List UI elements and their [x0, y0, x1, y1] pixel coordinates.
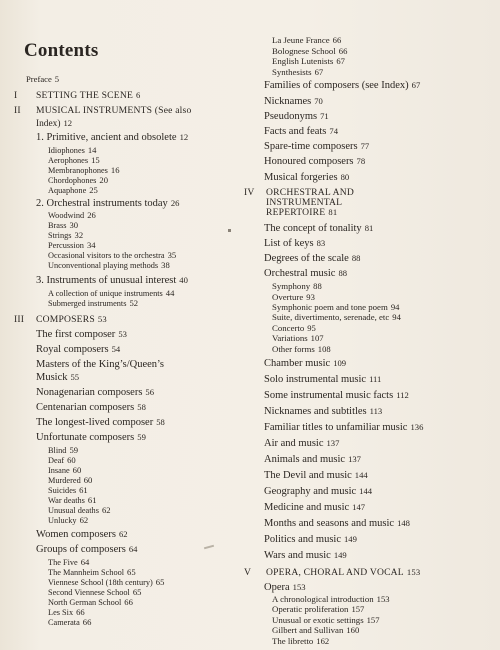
- toc-entry: [48, 260, 170, 270]
- toc-entry-label: Unusual or exotic settings: [272, 614, 364, 625]
- toc-entry: [272, 636, 329, 646]
- page-number: 59: [69, 445, 79, 455]
- toc-entry: [48, 587, 141, 597]
- toc-entry-label: Occasional visitors to the orchestra: [48, 251, 165, 260]
- page-number: 153: [292, 581, 306, 592]
- toc-entry: [272, 281, 322, 291]
- toc-entry-label: Families of composers (see Index): [264, 79, 409, 91]
- page-number: 78: [356, 156, 366, 167]
- page-number: 66: [338, 45, 348, 56]
- page-number: 61: [79, 485, 88, 495]
- toc-entry-label: 1. Primitive, ancient and obsolete: [36, 132, 177, 143]
- toc-entry-label: Months and seasons and music: [264, 518, 395, 530]
- page-number: 61: [87, 495, 97, 505]
- toc-entry-label: Some instrumental music facts: [264, 389, 394, 401]
- toc-entry: [264, 126, 338, 137]
- page-number: 6: [136, 90, 141, 100]
- page-number: 113: [369, 405, 383, 416]
- page-number: 52: [129, 298, 139, 308]
- page-number: 65: [127, 567, 136, 577]
- toc-entry: [36, 198, 179, 209]
- toc-entry: [48, 298, 138, 308]
- toc-entry-label: Medicine and music: [264, 502, 350, 514]
- toc-entry-label: Synthesists: [272, 66, 312, 77]
- toc-entry-label: Aerophones: [48, 156, 89, 165]
- page-number: 149: [344, 534, 357, 545]
- toc-entry: [272, 302, 399, 312]
- toc-entry: [36, 387, 154, 398]
- toc-entry: [48, 155, 100, 165]
- page-number: 16: [110, 165, 120, 175]
- page-number: 59: [137, 432, 146, 442]
- toc-entry-label: The Devil and music: [264, 470, 352, 482]
- toc-entry-label: Symphonic poem and tone poem: [272, 301, 388, 312]
- page-number: 26: [87, 210, 96, 220]
- page-number: 88: [338, 267, 348, 278]
- page-number: 53: [118, 329, 127, 339]
- toc-entry: [48, 165, 120, 175]
- toc-entry: [36, 432, 146, 443]
- toc-entry: [264, 438, 339, 449]
- toc-entry-label: Spare-time composers: [264, 141, 358, 153]
- toc-entry-label: Geography and music: [264, 486, 357, 498]
- page-number: 12: [63, 118, 73, 128]
- toc-entry: [264, 268, 347, 279]
- toc-entry-label: War deaths: [48, 496, 85, 505]
- toc-entry-label: A chronological introduction: [272, 593, 374, 604]
- toc-entry-label: Suicides: [48, 486, 77, 495]
- page-number: 144: [354, 470, 368, 481]
- toc-entry-label: Les Six: [48, 608, 74, 617]
- toc-entry: [48, 597, 133, 607]
- page-number: 44: [165, 288, 175, 298]
- page-number: 109: [333, 357, 347, 368]
- toc-entry: [36, 329, 127, 340]
- page-number: 77: [360, 141, 370, 152]
- toc-entry-label: Unlucky: [48, 516, 77, 525]
- toc-entry-label: Variations: [272, 333, 308, 344]
- toc-entry: [272, 344, 331, 354]
- toc-entry: [36, 372, 79, 383]
- section-numeral: IV: [244, 186, 255, 198]
- toc-entry: [36, 544, 137, 555]
- toc-entry: [14, 105, 191, 116]
- toc-entry-label: Honoured composers: [264, 156, 354, 168]
- toc-entry-label: Deaf: [48, 456, 65, 465]
- toc-entry: [264, 470, 368, 481]
- toc-entry-label: OPERA, CHORAL AND VOCAL: [266, 566, 404, 578]
- toc-entry: [48, 288, 174, 298]
- toc-entry: [48, 465, 81, 475]
- toc-entry: [266, 207, 337, 218]
- page-number: 40: [179, 275, 188, 285]
- ink-dot: [228, 229, 231, 232]
- toc-entry: [48, 567, 136, 577]
- toc-entry-label: Second Viennese School: [48, 588, 130, 597]
- toc-entry: [48, 250, 176, 260]
- toc-entry: [244, 567, 420, 578]
- page-number: 60: [83, 475, 93, 485]
- toc-entry: [48, 557, 89, 567]
- toc-entry-label: Centenarian composers: [36, 402, 135, 413]
- toc-entry-label: SETTING THE SCENE: [36, 90, 134, 101]
- toc-entry: [272, 333, 324, 343]
- toc-entry: [14, 314, 107, 325]
- page-number: 38: [161, 260, 170, 270]
- toc-entry: [264, 390, 409, 401]
- page-number: 108: [317, 343, 331, 354]
- page-number: 83: [316, 237, 326, 248]
- page-number: 162: [316, 635, 330, 646]
- toc-entry: [272, 56, 345, 66]
- toc-entry-label: Unconventional playing methods: [48, 261, 159, 270]
- toc-entry: [264, 96, 323, 107]
- page-number: 25: [89, 185, 98, 195]
- page-number: 65: [155, 577, 165, 587]
- toc-entry: [264, 502, 365, 513]
- toc-entry: [48, 210, 96, 220]
- toc-entry-label: REPERTOIRE: [266, 207, 326, 219]
- toc-entry: [244, 187, 354, 198]
- toc-entry-label: Nicknames: [264, 95, 312, 107]
- toc-entry: [48, 240, 96, 250]
- toc-entry-label: ORCHESTRAL AND: [266, 186, 354, 198]
- toc-entry: [264, 486, 372, 497]
- toc-entry-label: Percussion: [48, 241, 84, 250]
- toc-entry: [36, 359, 164, 370]
- page-number: 81: [364, 222, 374, 233]
- toc-entry: [48, 577, 164, 587]
- toc-entry-label: Unfortunate composers: [36, 432, 135, 443]
- toc-entry-label: Orchestral music: [264, 267, 336, 279]
- page-number: 32: [74, 230, 84, 240]
- toc-entry: [272, 67, 323, 77]
- page-number: 66: [124, 597, 133, 607]
- toc-entry-label: The libretto: [272, 635, 314, 646]
- page-number: 64: [80, 557, 90, 567]
- toc-entry-label: North German School: [48, 598, 122, 607]
- toc-entry: [48, 145, 96, 155]
- toc-entry-label: Bolognese School: [272, 45, 336, 56]
- page-number: 81: [328, 207, 338, 218]
- toc-entry: [264, 156, 365, 167]
- page-number: 147: [352, 502, 366, 513]
- toc-entry: [272, 323, 316, 333]
- toc-entry: [48, 617, 91, 627]
- toc-entry: [264, 358, 346, 369]
- toc-entry: [36, 132, 188, 143]
- toc-entry-label: Unusual deaths: [48, 506, 99, 515]
- page-number: 65: [132, 587, 142, 597]
- toc-entry-label: List of keys: [264, 237, 314, 249]
- page-number: 70: [314, 95, 323, 106]
- toc-entry: [26, 74, 59, 84]
- toc-entry-label: 3. Instruments of unusual interest: [36, 275, 177, 286]
- toc-entry: [36, 417, 165, 428]
- page-number: 88: [351, 252, 361, 263]
- page-number: 71: [320, 111, 329, 122]
- page-number: 80: [340, 171, 350, 182]
- toc-entry: [36, 529, 128, 540]
- page-number: 136: [410, 421, 424, 432]
- toc-entry-label: Index): [36, 119, 61, 129]
- toc-entry: [264, 141, 369, 152]
- toc-entry: [48, 175, 108, 185]
- toc-entry-label: Strings: [48, 231, 72, 240]
- page-number: 14: [87, 145, 97, 155]
- toc-entry-label: Wars and music: [264, 550, 331, 562]
- toc-entry: [48, 475, 92, 485]
- page-number: 95: [307, 322, 316, 333]
- toc-entry-label: Viennese School (18th century): [48, 578, 153, 587]
- page-number: 66: [76, 607, 85, 617]
- toc-entry: [264, 422, 423, 433]
- toc-entry-label: Woodwind: [48, 211, 85, 220]
- toc-entry: [48, 455, 76, 465]
- page-number: 94: [392, 312, 401, 323]
- toc-entry: [48, 515, 88, 525]
- toc-entry-label: The Five: [48, 558, 78, 567]
- toc-entry: [264, 172, 349, 183]
- toc-entry-label: Blind: [48, 446, 67, 455]
- page-number: 153: [376, 593, 390, 604]
- toc-entry-label: Preface: [26, 74, 52, 84]
- page-number: 67: [411, 79, 421, 90]
- page-number: 26: [170, 198, 180, 208]
- toc-entry: [48, 495, 96, 505]
- toc-entry-label: Brass: [48, 221, 67, 230]
- toc-entry-label: The concept of tonality: [264, 222, 362, 234]
- toc-entry-label: Solo instrumental music: [264, 373, 367, 385]
- toc-entry-label: Facts and feats: [264, 126, 327, 138]
- toc-entry: [36, 344, 120, 355]
- toc-entry: [48, 185, 98, 195]
- toc-entry: [264, 111, 329, 122]
- toc-entry-label: Symphony: [272, 281, 311, 292]
- toc-entry-label: Animals and music: [264, 454, 346, 466]
- page-number: 20: [99, 175, 108, 185]
- toc-entry-label: Operatic proliferation: [272, 604, 349, 615]
- toc-entry-label: Masters of the King’s/Queen’s: [36, 359, 165, 370]
- toc-entry: [264, 374, 381, 385]
- toc-entry-label: Idiophones: [48, 146, 85, 155]
- page-number: 153: [406, 566, 421, 577]
- toc-entry: [272, 615, 380, 625]
- toc-entry-label: Chordophones: [48, 176, 97, 185]
- toc-entry-label: Familiar titles to unfamiliar music: [264, 421, 408, 433]
- page-number: 35: [167, 250, 177, 260]
- toc-entry-label: La Jeune France: [272, 35, 330, 46]
- toc-entry-label: The first composer: [36, 329, 116, 340]
- toc-entry-label: Air and music: [264, 438, 324, 450]
- toc-entry-label: The Mannheim School: [48, 568, 125, 577]
- toc-entry: [264, 550, 347, 561]
- toc-entry: [36, 402, 146, 413]
- toc-entry: [272, 604, 364, 614]
- toc-entry-label: Membranophones: [48, 166, 108, 175]
- toc-entry-label: Musick: [36, 372, 68, 383]
- page-number: 137: [348, 454, 361, 465]
- toc-entry-label: Gilbert and Sullivan: [272, 625, 344, 636]
- toc-entry: [264, 80, 420, 91]
- page-number: 160: [346, 625, 360, 636]
- toc-entry-label: Nonagenarian composers: [36, 387, 143, 398]
- page-number: 54: [111, 344, 121, 354]
- toc-entry: [48, 230, 83, 240]
- toc-entry-label: Other forms: [272, 343, 315, 354]
- page-number: 62: [79, 515, 89, 525]
- toc-entry-label: Concerto: [272, 322, 305, 333]
- toc-entry: [36, 275, 188, 286]
- toc-entry: [272, 312, 401, 322]
- toc-entry-label: Murdered: [48, 476, 81, 485]
- section-numeral: III: [14, 314, 25, 325]
- toc-entry-label: Chamber music: [264, 357, 331, 369]
- pencil-mark: [204, 545, 214, 550]
- toc-entry: [14, 90, 141, 101]
- page-number: 148: [397, 518, 410, 529]
- page-number: 137: [326, 438, 340, 449]
- page-number: 67: [314, 66, 324, 77]
- page-number: 60: [67, 455, 76, 465]
- toc-entry: [48, 220, 78, 230]
- page-number: 30: [69, 220, 79, 230]
- toc-entry-label: Camerata: [48, 618, 80, 627]
- page-number: 88: [313, 281, 322, 292]
- toc-entry: [48, 505, 111, 515]
- page-number: 157: [366, 614, 380, 625]
- page-number: 74: [329, 126, 338, 137]
- toc-entry: [264, 582, 306, 593]
- toc-entry: [272, 35, 341, 45]
- toc-entry-label: Aquaphone: [48, 186, 87, 195]
- toc-entry-label: Musical forgeries: [264, 171, 338, 183]
- page-title: Contents: [24, 40, 99, 61]
- toc-entry-label: Nicknames and subtitles: [264, 405, 367, 417]
- page-number: 111: [369, 373, 382, 384]
- toc-entry-label: Degrees of the scale: [264, 252, 349, 264]
- toc-entry-label: The longest-lived composer: [36, 417, 154, 428]
- page-number: 34: [86, 240, 96, 250]
- toc-entry-label: Groups of composers: [36, 544, 126, 555]
- toc-entry: [48, 445, 78, 455]
- toc-entry-label: Suite, divertimento, serenade, etc: [272, 312, 390, 323]
- page-number: 12: [179, 132, 189, 142]
- page-number: 53: [97, 314, 107, 324]
- page-number: 5: [54, 74, 60, 84]
- page-number: 56: [145, 387, 155, 397]
- toc-entry: [36, 118, 72, 129]
- page-number: 112: [396, 389, 409, 400]
- toc-entry-label: Insane: [48, 466, 70, 475]
- section-numeral: V: [244, 566, 252, 578]
- toc-entry-label: Women composers: [36, 529, 116, 540]
- toc-entry: [264, 406, 382, 417]
- toc-entry: [272, 292, 315, 302]
- page-number: 67: [336, 56, 345, 67]
- toc-entry-label: Pseudonyms: [264, 111, 318, 123]
- toc-entry-label: 2. Orchestral instruments today: [36, 198, 168, 209]
- page-number: 66: [332, 35, 342, 46]
- page-number: 15: [91, 155, 100, 165]
- toc-entry-label: English Lutenists: [272, 56, 334, 67]
- toc-entry: [264, 253, 360, 264]
- page-number: 62: [118, 529, 128, 539]
- page-number: 93: [306, 291, 315, 302]
- toc-entry: [272, 594, 390, 604]
- page-number: 157: [351, 604, 365, 615]
- page-number: 149: [333, 550, 347, 561]
- page-number: 55: [70, 372, 80, 382]
- toc-entry: [266, 197, 342, 208]
- section-numeral: II: [14, 105, 21, 116]
- toc-entry: [264, 223, 373, 234]
- section-numeral: I: [14, 90, 18, 101]
- toc-entry: [264, 534, 357, 545]
- toc-entry-label: Politics and music: [264, 534, 341, 546]
- toc-entry: [264, 238, 325, 249]
- toc-entry: [272, 625, 359, 635]
- toc-entry-label: A collection of unique instruments: [48, 289, 163, 298]
- page-number: 60: [72, 465, 82, 475]
- page-number: 64: [128, 544, 138, 554]
- toc-entry: [272, 46, 347, 56]
- page-number: 144: [359, 486, 373, 497]
- page-number: 66: [82, 617, 92, 627]
- toc-entry-label: COMPOSERS: [36, 314, 95, 325]
- toc-entry: [48, 485, 88, 495]
- toc-entry-label: Submerged instruments: [48, 299, 127, 308]
- toc-entry-label: Overture: [272, 291, 304, 302]
- page-number: 58: [137, 402, 146, 412]
- page-number: 94: [390, 301, 400, 312]
- toc-entry-label: Royal composers: [36, 344, 109, 355]
- toc-entry: [48, 607, 85, 617]
- page-number: 107: [310, 333, 324, 344]
- toc-entry-label: MUSICAL INSTRUMENTS (See also: [36, 105, 192, 116]
- toc-entry: [264, 518, 410, 529]
- toc-entry-label: INSTRUMENTAL: [266, 197, 343, 209]
- page-number: 62: [101, 505, 111, 515]
- toc-entry-label: Opera: [264, 581, 290, 593]
- toc-entry: [264, 454, 361, 465]
- page-number: 58: [156, 417, 165, 427]
